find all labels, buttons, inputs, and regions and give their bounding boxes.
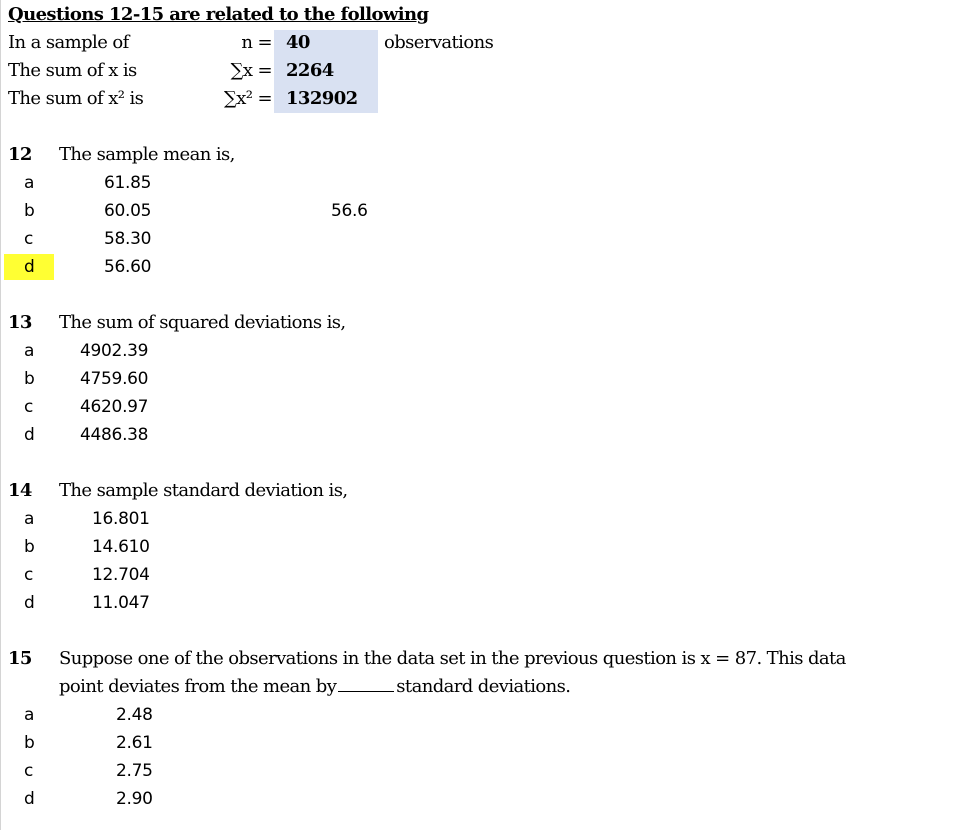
q13-option-a-value: 4902.39 (80, 341, 149, 361)
sum-x-squared-symbol: ∑x² = (223, 88, 272, 109)
n-value[interactable]: 40 (286, 32, 310, 53)
q13-option-d-letter: d (24, 425, 35, 445)
q12-computed-mean[interactable]: 56.6 (331, 201, 368, 221)
question-14-number: 14 (8, 480, 32, 501)
q14-option-d-value: 11.047 (92, 593, 150, 613)
sum-x-value[interactable]: 2264 (286, 60, 334, 81)
q13-option-c-value: 4620.97 (80, 397, 149, 417)
q14-option-b-value: 14.610 (92, 537, 150, 557)
q15-option-d-value: 2.90 (116, 789, 153, 809)
sum-x-symbol: ∑x = (230, 60, 272, 81)
n-symbol: n = (241, 32, 272, 53)
q12-option-b-value: 60.05 (104, 201, 152, 221)
question-14-text: The sample standard deviation is, (59, 480, 348, 501)
gridline (0, 0, 1, 830)
question-15-text-line1: Suppose one of the observations in the data set in the previous question is x = 87. This data (59, 648, 846, 669)
q12-option-d-letter[interactable]: d (24, 257, 35, 277)
question-13-number: 13 (8, 312, 32, 333)
question-12-text: The sample mean is, (59, 144, 235, 165)
observations-label: observations (384, 32, 494, 53)
sum-x-squared-label: The sum of x² is (8, 88, 144, 109)
section-heading: Questions 12-15 are related to the following (8, 4, 429, 25)
q12-option-a-letter: a (24, 173, 35, 193)
q12-option-c-letter: c (24, 229, 34, 249)
q14-option-c-value: 12.704 (92, 565, 150, 585)
q13-option-a-letter: a (24, 341, 35, 361)
q12-option-d-value: 56.60 (104, 257, 152, 277)
q14-option-b-letter: b (24, 537, 35, 557)
q14-option-c-letter: c (24, 565, 34, 585)
q12-option-c-value: 58.30 (104, 229, 152, 249)
question-15-text-line2 (59, 676, 570, 698)
q12-option-a-value: 61.85 (104, 173, 152, 193)
answer-blank (338, 676, 394, 692)
question-15-text-after-blank: standard deviations. (396, 676, 571, 697)
q15-option-b-letter: b (24, 733, 35, 753)
q15-option-d-letter: d (24, 789, 35, 809)
q13-option-c-letter: c (24, 397, 34, 417)
question-12-number: 12 (8, 144, 32, 165)
sample-size-label: In a sample of (8, 32, 129, 53)
sum-x-label: The sum of x is (8, 60, 137, 81)
q15-option-a-letter: a (24, 705, 35, 725)
q14-option-a-value: 16.801 (92, 509, 150, 529)
question-15-number: 15 (8, 648, 32, 669)
q15-option-a-value: 2.48 (116, 705, 153, 725)
question-13-text: The sum of squared deviations is, (59, 312, 346, 333)
q13-option-b-value: 4759.60 (80, 369, 149, 389)
q14-option-a-letter: a (24, 509, 35, 529)
q13-option-d-value: 4486.38 (80, 425, 149, 445)
q14-option-d-letter: d (24, 593, 35, 613)
q15-option-c-letter: c (24, 761, 34, 781)
question-15-text-before-blank: point deviates from the mean by (59, 676, 337, 697)
sum-x-squared-value[interactable]: 132902 (286, 88, 358, 109)
q15-option-c-value: 2.75 (116, 761, 153, 781)
q15-option-b-value: 2.61 (116, 733, 153, 753)
q12-option-b-letter: b (24, 201, 35, 221)
q13-option-b-letter: b (24, 369, 35, 389)
